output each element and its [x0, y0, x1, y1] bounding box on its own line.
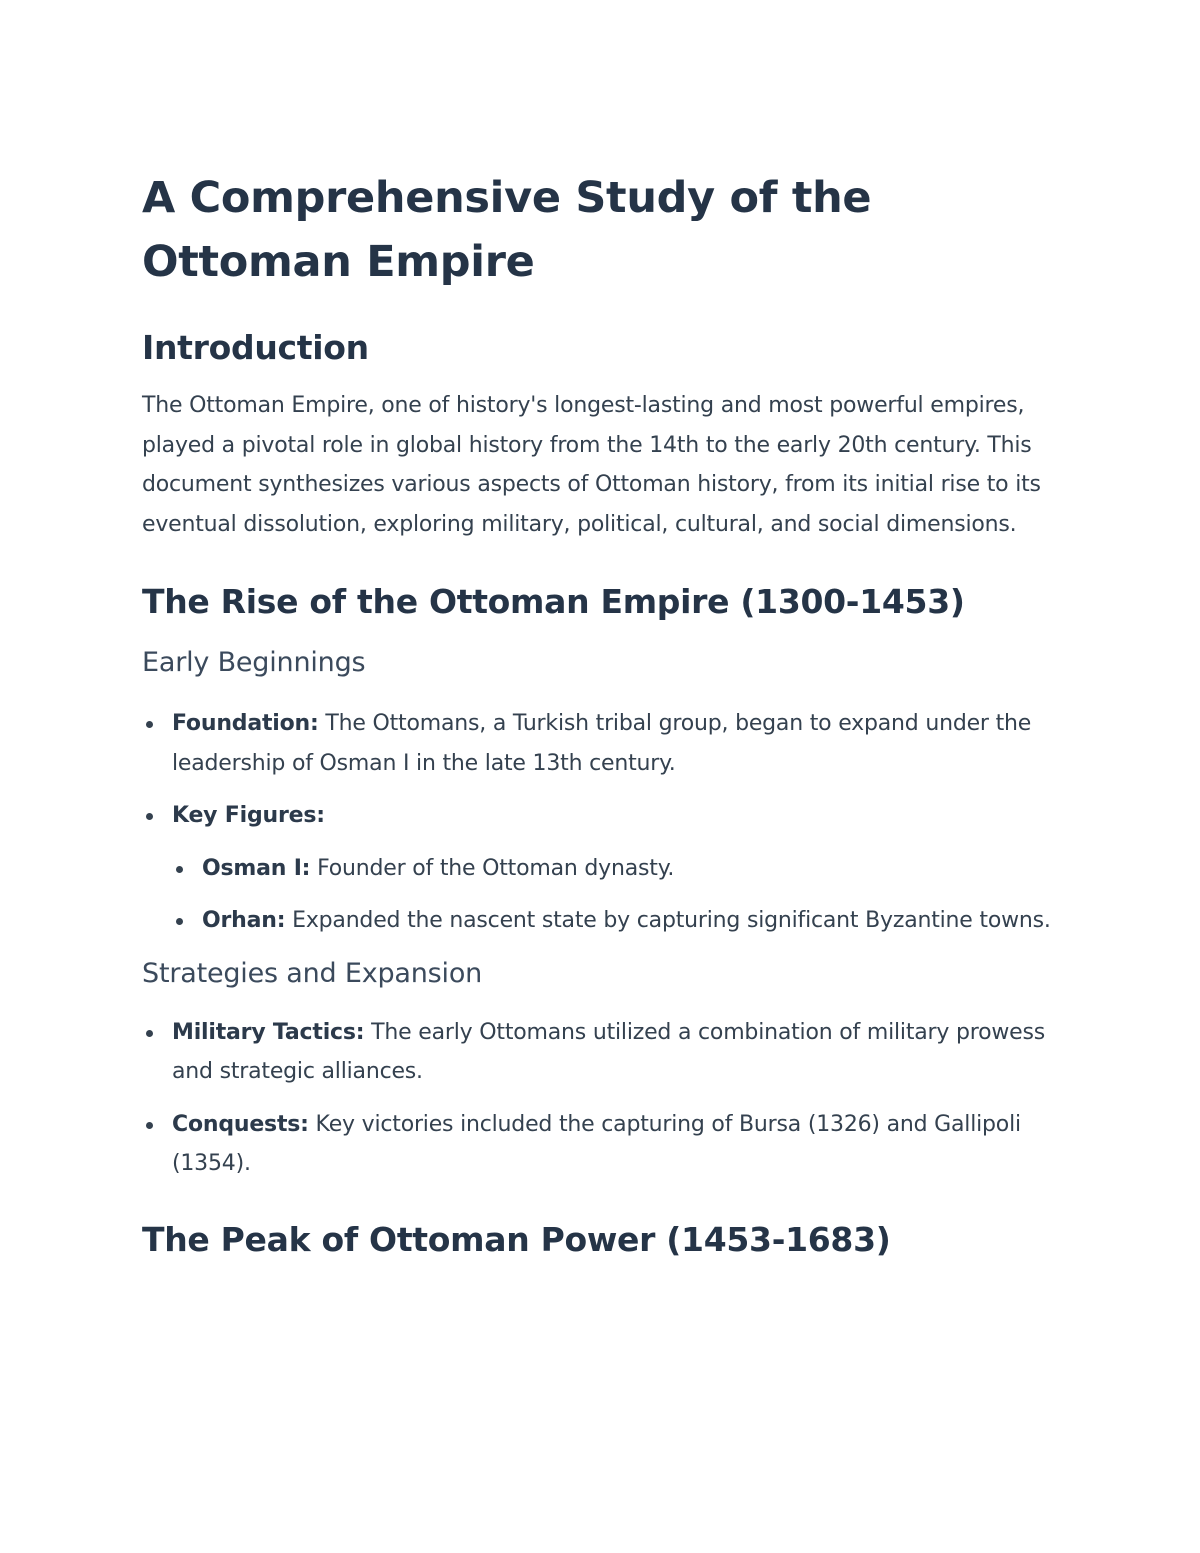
document-page [142, 166, 1082, 1262]
list-item [172, 901, 1082, 941]
section-heading-introduction: Introduction [142, 328, 369, 367]
section-heading-rise: The Rise of the Ottoman Empire (1300-1453) [142, 582, 965, 621]
list-item [142, 704, 1082, 783]
list-item-label: Osman I: [202, 855, 311, 881]
list-item-text: The early Ottomans utilized a combination of military prowess and strategic alliances. [172, 1019, 1046, 1084]
list-item [172, 849, 1082, 889]
strategies-list [142, 1013, 1082, 1184]
list-item-label: Military Tactics: [172, 1019, 365, 1045]
early-beginnings-list [142, 704, 1082, 941]
list-item-text: Expanded the nascent state by capturing significant Byzantine towns. [285, 908, 1051, 933]
document-title: A Comprehensive Study of the Ottoman Empire [142, 173, 872, 287]
list-item-label: Foundation: [172, 711, 319, 736]
list-item-text: The Ottomans, a Turkish tribal group, began to expand under the leadership of Osman I in the late 13th century. [172, 711, 1032, 776]
list-item [142, 796, 1082, 941]
subsection-heading-strategies: Strategies and Expansion [142, 957, 483, 989]
list-item-text: Founder of the Ottoman dynasty. [310, 855, 675, 881]
section-heading-peak: The Peak of Ottoman Power (1453-1683) [142, 1219, 891, 1259]
key-figures-list [172, 849, 1082, 941]
subsection-heading-early-beginnings: Early Beginnings [142, 647, 366, 678]
list-item [142, 1105, 1082, 1184]
list-item-label: Key Figures: [172, 803, 325, 828]
list-item-label: Conquests: [172, 1111, 309, 1137]
list-item [142, 1013, 1082, 1092]
introduction-paragraph: The Ottoman Empire, one of history's longest-lasting and most powerful empires, played a pivotal role in global history from the 14th to the early 20th century. This document synthesizes various aspects of Ottoman history, from its initial rise to its eventual dissolution, exploring military, political, cultural, and social dimensions. [142, 393, 1041, 537]
list-item-text: Key victories included the capturing of Bursa (1326) and Gallipoli (1354). [172, 1111, 1021, 1176]
list-item-label: Orhan: [202, 908, 286, 933]
